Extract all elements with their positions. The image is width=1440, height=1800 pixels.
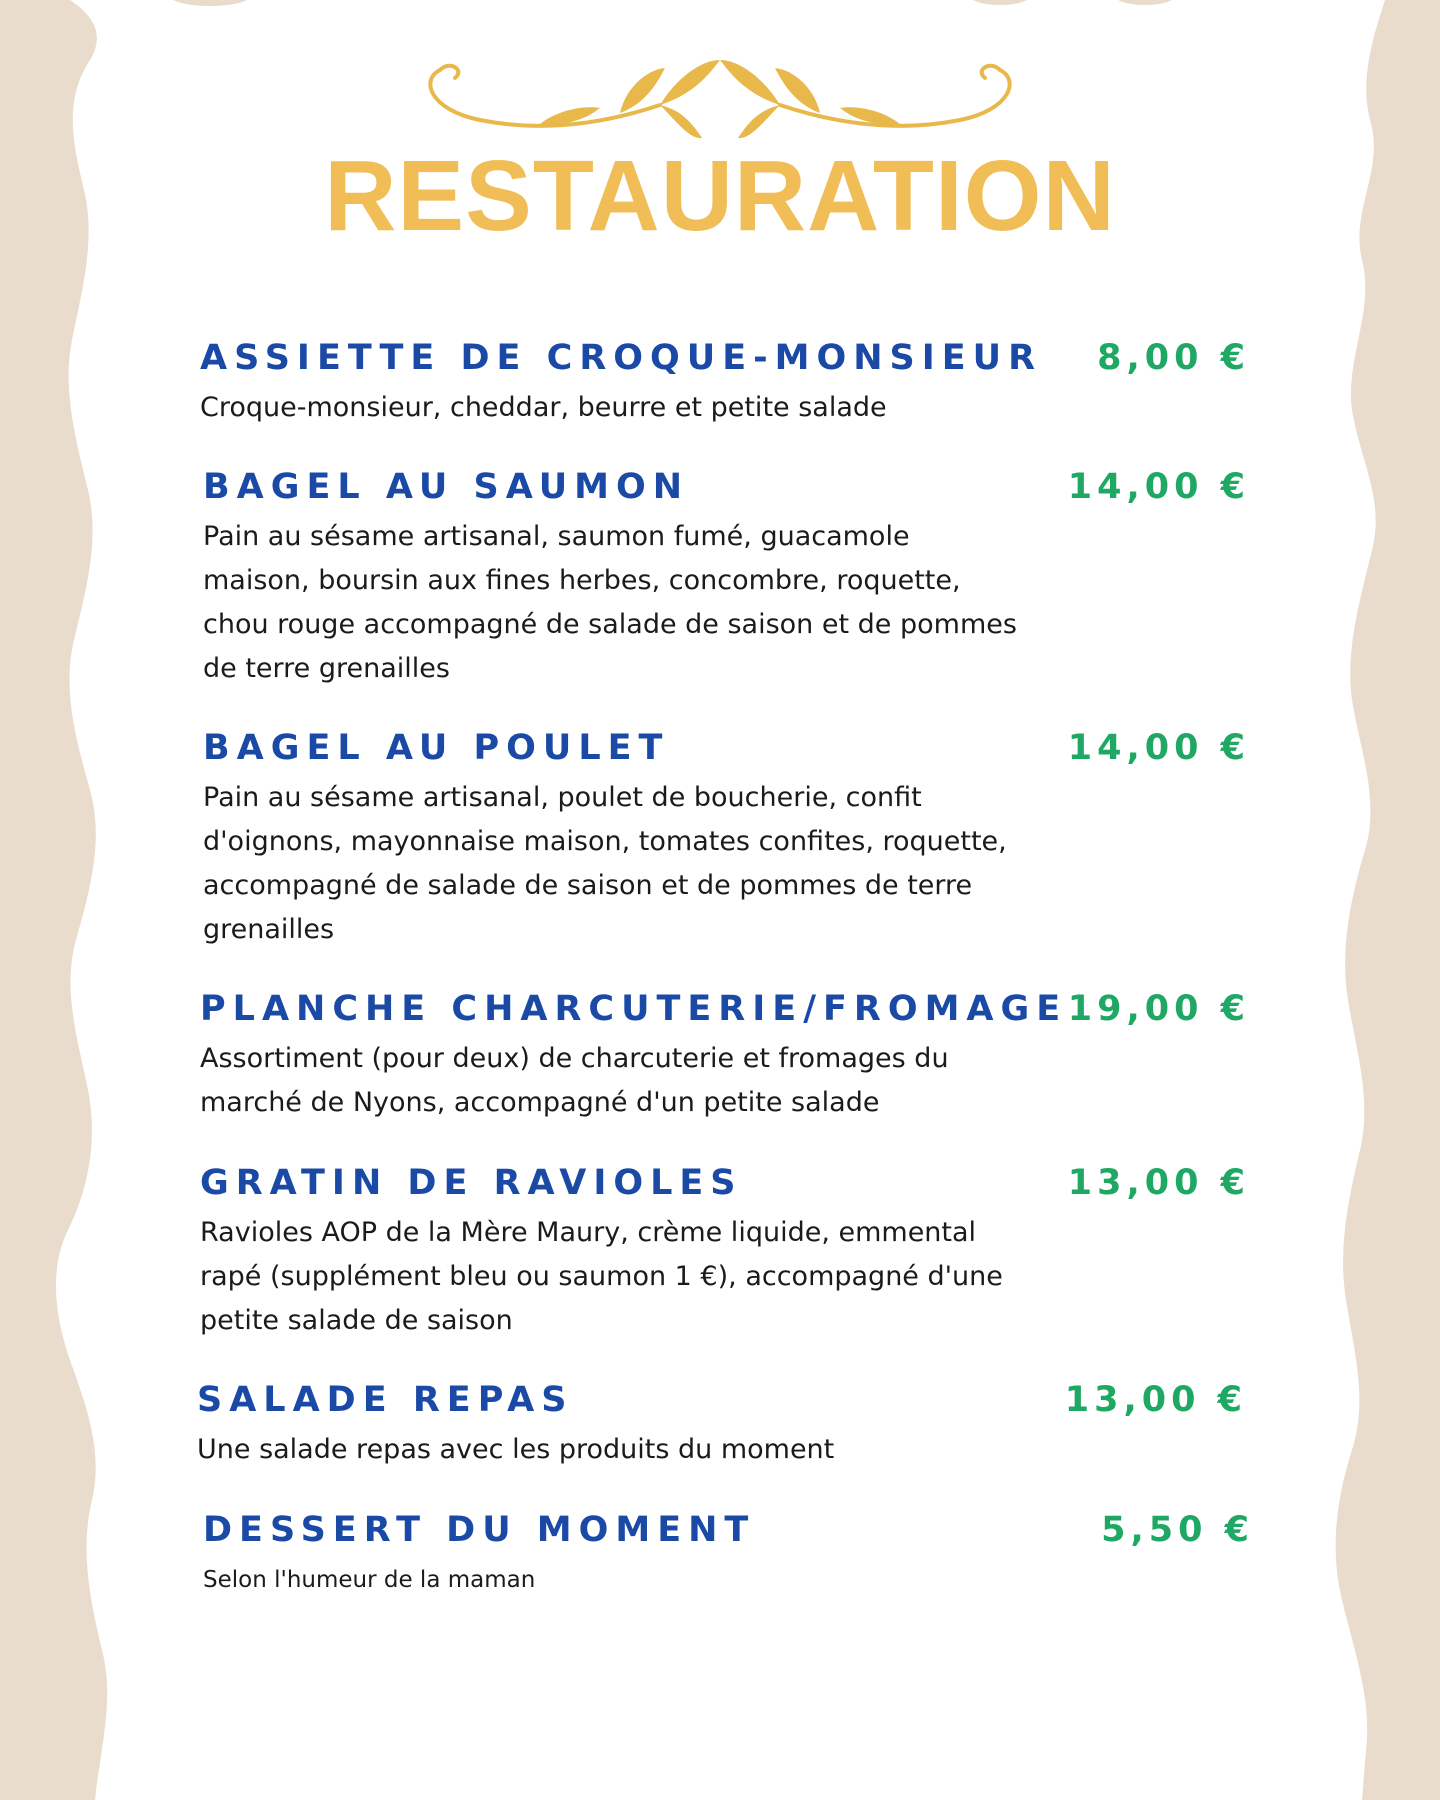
menu-item-name: SALADE REPAS xyxy=(197,1380,574,1420)
page-title: RESTAURATION xyxy=(324,140,1116,252)
menu-item-price: 8,00 € xyxy=(1097,338,1250,378)
laurel-flourish-icon xyxy=(420,50,1020,140)
menu-item-price: 14,00 € xyxy=(1067,728,1250,768)
menu-item-description: Pain au sésame artisanal, poulet de boucherie, confit d'oignons, mayonnaise maison, tomates confites, roquette, accompagné de salade de saison et de pommes de terre grenailles xyxy=(203,782,1007,945)
menu-item-name: ASSIETTE DE CROQUE-MONSIEUR xyxy=(200,338,1043,378)
menu-item-price: 13,00 € xyxy=(1067,1163,1250,1203)
menu-item-price: 14,00 € xyxy=(1067,467,1250,507)
menu-item-price: 5,50 € xyxy=(1101,1510,1254,1550)
menu-item-description: Ravioles AOP de la Mère Maury, crème liquide, emmental rapé (supplément bleu ou saumon 1 €), accompagné d'une petite salade de saison xyxy=(200,1217,1003,1336)
menu-item-name: BAGEL AU SAUMON xyxy=(203,467,690,507)
menu-item-description: Pain au sésame artisanal, saumon fumé, guacamole maison, boursin aux fines herbes, concombre, roquette, chou rouge accompagné de salade de saison et de pommes de terre grenailles xyxy=(203,521,1017,684)
menu-item-description: Une salade repas avec les produits du moment xyxy=(197,1434,835,1465)
menu-item-description: Selon l'humeur de la maman xyxy=(203,1567,536,1593)
menu-item-name: DESSERT DU MOMENT xyxy=(203,1510,756,1550)
menu-item-description: Assortiment (pour deux) de charcuterie et fromages du marché de Nyons, accompagné d'un petite salade xyxy=(200,1043,949,1118)
menu-item-name: BAGEL AU POULET xyxy=(203,728,670,768)
menu-item-price: 19,00 € xyxy=(1067,989,1250,1029)
menu-item-description: Croque-monsieur, cheddar, beurre et petite salade xyxy=(200,392,887,423)
menu-item-name: GRATIN DE RAVIOLES xyxy=(200,1163,743,1203)
menu-item-price: 13,00 € xyxy=(1064,1380,1247,1420)
menu-item-name: PLANCHE CHARCUTERIE/FROMAGE xyxy=(200,989,1068,1029)
